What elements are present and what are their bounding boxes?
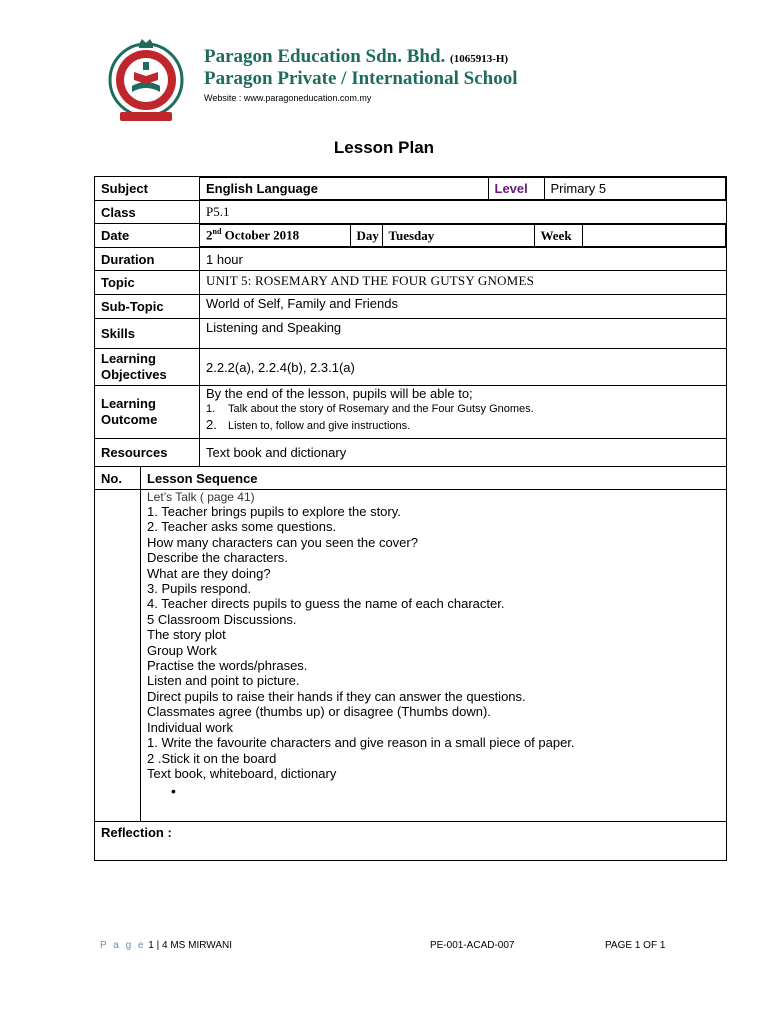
sequence-line: Classmates agree (thumbs up) or disagree (Thumbs down). [147, 704, 491, 720]
week-value [582, 225, 726, 247]
sequence-line: Text book, whiteboard, dictionary [147, 765, 337, 781]
sequence-line: How many characters can you seen the cover? [147, 534, 418, 550]
footer-doc-code: PE-001-ACAD-007 [430, 940, 515, 951]
sequence-line: 3. Pupils respond. [147, 581, 252, 597]
outcome-label-line1: Learning [101, 396, 156, 411]
no-label: No. [95, 467, 141, 490]
sequence-line: Describe the characters. [147, 550, 288, 566]
sequence-line: 4. Teacher directs pupils to guess the name of each character. [147, 596, 505, 612]
topic-value: UNIT 5: ROSEMARY AND THE FOUR GUTSY GNOMES [200, 271, 727, 295]
outcome-intro: By the end of the lesson, pupils will be able to; [206, 386, 473, 401]
sequence-line: Practise the words/phrases. [147, 658, 308, 674]
row-sequence-body [95, 490, 727, 822]
objectives-label-line1: Learning [101, 351, 156, 366]
row-class [95, 201, 727, 224]
page-title: Lesson Plan [333, 138, 435, 157]
date-suffix: nd [212, 227, 222, 237]
sequence-line: 1. Write the favourite characters and give reason in a small piece of paper. [147, 735, 575, 751]
day-label: Day [350, 225, 382, 247]
website-text: Website : www.paragoneducation.com.my [204, 93, 372, 103]
day-value: Tuesday [382, 225, 534, 247]
level-value: Primary 5 [544, 178, 726, 200]
date-month-year: October 2018 [221, 227, 300, 243]
school-name: Paragon Private / International School [204, 68, 518, 89]
row-outcome [95, 386, 727, 439]
date-value [200, 225, 350, 247]
org-name-text: Paragon Education Sdn. Bhd. [204, 46, 446, 67]
row-duration [95, 248, 727, 271]
sequence-line: Individual work [147, 719, 233, 735]
sequence-lines [147, 504, 720, 781]
row-subject [95, 177, 727, 201]
outcome-list [206, 401, 720, 434]
lesson-plan-table [94, 176, 727, 861]
sequence-number-cell [95, 490, 141, 822]
objectives-value: 2.2.2(a), 2.2.4(b), 2.3.1(a) [200, 349, 727, 386]
sequence-content [141, 490, 727, 822]
date-label: Date [95, 224, 200, 248]
outcome-label [95, 386, 200, 439]
resources-label: Resources [95, 439, 200, 467]
objectives-label [95, 349, 200, 386]
outcome-item: 2. Listen to, follow and give instructions. [206, 417, 411, 432]
sequence-line: 1. Teacher brings pupils to explore the story. [147, 504, 401, 519]
page-word: P a g e [100, 940, 146, 951]
footer-page-of: PAGE 1 OF 1 [605, 940, 666, 951]
sequence-line: The story plot [147, 627, 226, 643]
row-date [95, 224, 727, 248]
sequence-line: 2. Teacher asks some questions. [147, 519, 337, 535]
level-label: Level [488, 178, 544, 200]
subtopic-label: Sub-Topic [95, 295, 200, 319]
sequence-line: Group Work [147, 642, 217, 658]
sequence-heading: Let’s Talk ( page 41) [147, 490, 255, 504]
reflection-label: Reflection : [95, 822, 727, 861]
row-topic [95, 271, 727, 295]
row-subtopic [95, 295, 727, 319]
resources-value: Text book and dictionary [200, 439, 727, 467]
outcome-cell [200, 386, 727, 439]
row-reflection [95, 822, 727, 861]
date-day-number: 2 [206, 227, 213, 243]
empty-bullet: • [171, 783, 176, 800]
subject-label: Subject [95, 177, 200, 201]
sequence-line: 5 Classroom Discussions. [147, 611, 297, 627]
sequence-line: Listen and point to picture. [147, 673, 300, 689]
class-value: P5.1 [200, 201, 727, 224]
class-label: Class [95, 201, 200, 224]
topic-label: Topic [95, 271, 200, 295]
row-resources [95, 439, 727, 467]
duration-value: 1 hour [200, 248, 727, 271]
week-label: Week [534, 225, 582, 247]
registration-number: (1065913-H) [450, 53, 509, 65]
sequence-line: Direct pupils to raise their hands if they can answer the questions. [147, 688, 526, 704]
date-cell [200, 224, 727, 248]
skills-label: Skills [95, 319, 200, 349]
page-info: 1 | 4 MS MIRWANI [145, 940, 233, 951]
organization-name [204, 46, 508, 68]
sequence-line: What are they doing? [147, 565, 271, 581]
skills-value: Listening and Speaking [200, 319, 727, 349]
sequence-label: Lesson Sequence [141, 467, 727, 490]
subtopic-value: World of Self, Family and Friends [200, 295, 727, 319]
school-logo [106, 36, 186, 126]
outcome-item: 1. Talk about the story of Rosemary and the Four Gutsy Gnomes. [206, 403, 534, 415]
subject-cell [200, 177, 727, 201]
sequence-line: 2 .Stick it on the board [147, 750, 277, 766]
row-sequence-header [95, 467, 727, 490]
footer-page [100, 940, 232, 951]
objectives-label-line2: Objectives [101, 367, 167, 382]
row-skills [95, 319, 727, 349]
duration-label: Duration [95, 248, 200, 271]
outcome-label-line2: Outcome [101, 412, 158, 427]
row-objectives [95, 349, 727, 386]
subject-value: English Language [200, 178, 488, 200]
